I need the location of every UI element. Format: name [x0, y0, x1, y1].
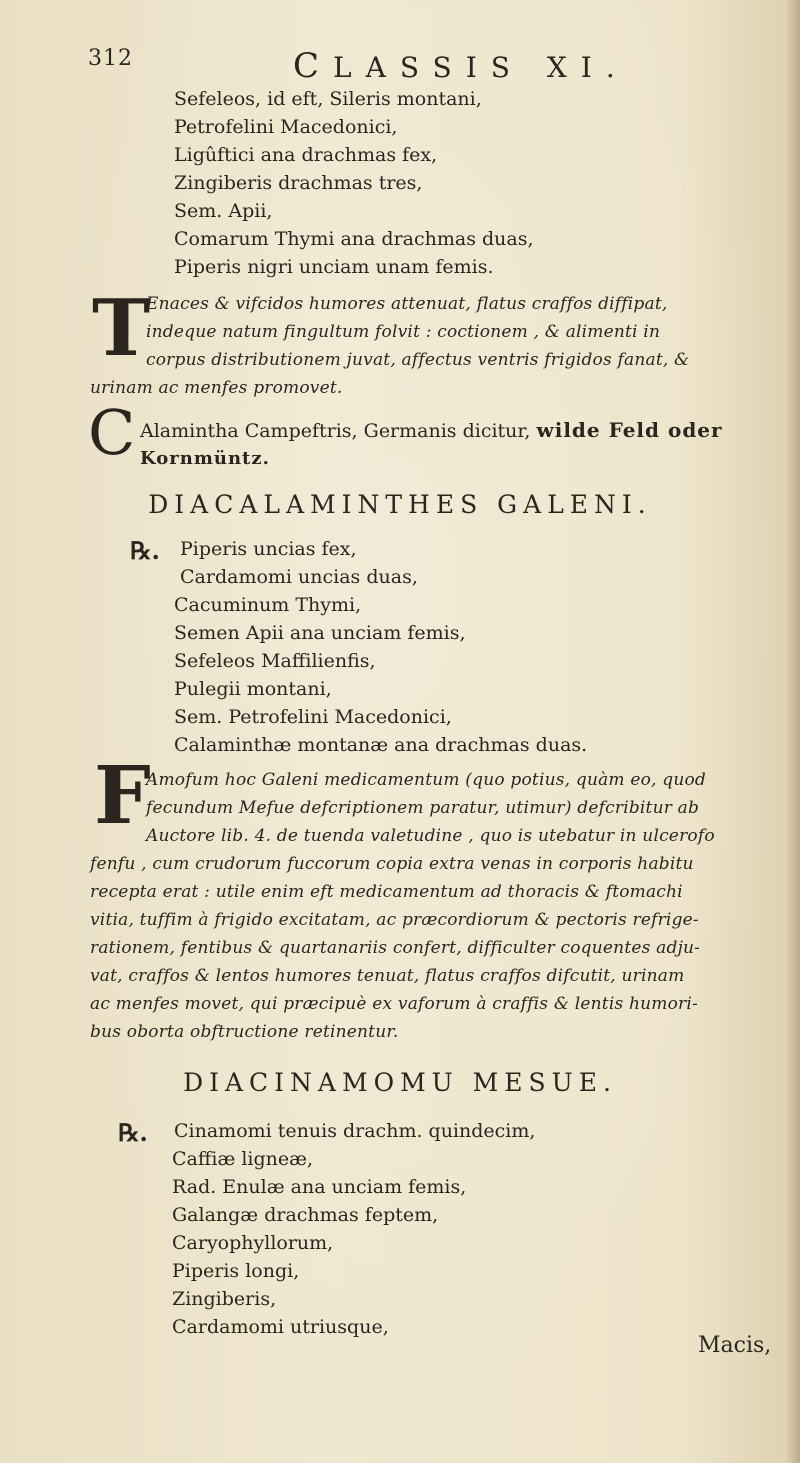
- paragraph-line: indeque natum fingultum folvit : coctionem , & alimenti in: [146, 322, 661, 342]
- paragraph-line: corpus distributionem juvat, affectus ventris frigidos fanat, &: [146, 350, 690, 370]
- list-item: Zingiberis,: [172, 1288, 277, 1310]
- latin-text: Alamintha Campeftris, Germanis dicitur,: [140, 420, 531, 442]
- list-item: Piperis nigri unciam unam femis.: [174, 256, 494, 278]
- paragraph-line: vat, craffos & lentos humores tenuat, flatus craffos difcutit, urinam: [90, 966, 685, 986]
- recipe-symbol: ℞.: [118, 1118, 148, 1147]
- drop-cap-t: T: [92, 283, 151, 374]
- drop-cap-c: C: [88, 396, 136, 469]
- list-item: Cardamomi uncias duas,: [180, 566, 418, 588]
- list-item: Galangæ drachmas feptem,: [172, 1204, 439, 1226]
- list-item: Calaminthæ montanæ ana drachmas duas.: [174, 734, 588, 756]
- list-item: Sefeleos, id eft, Sileris montani,: [174, 88, 482, 110]
- paragraph-line: fenfu , cum crudorum fuccorum copia extra venas in corporis habitu: [90, 854, 694, 874]
- paragraph-line: fecundum Mefue defcriptionem paratur, utimur) defcribitur ab: [146, 798, 700, 818]
- list-item: Sefeleos Maffilienfis,: [174, 650, 376, 672]
- list-item: Rad. Enulæ ana unciam femis,: [172, 1176, 467, 1198]
- page-number: 312: [88, 46, 133, 71]
- drop-cap-f: F: [94, 748, 151, 842]
- list-item: Caffiæ ligneæ,: [172, 1148, 314, 1170]
- running-title: [293, 46, 629, 86]
- paragraph-line: vitia, tuffim à frigido excitatam, ac præcordiorum & pectoris refrige-: [90, 910, 699, 930]
- paragraph-line: bus oborta obftructione retinentur.: [90, 1022, 399, 1042]
- paragraph-line: urinam ac menfes promovet.: [90, 378, 343, 398]
- list-item: Sem. Apii,: [174, 200, 273, 222]
- recipe-symbol: ℞.: [130, 536, 160, 565]
- list-item: Cinamomi tenuis drachm. quindecim,: [174, 1120, 536, 1142]
- running-title-initial: C: [293, 46, 334, 86]
- section-heading: DIACALAMINTHES GALENI.: [148, 490, 652, 519]
- list-item: Cacuminum Thymi,: [174, 594, 362, 616]
- list-item: Zingiberis drachmas tres,: [174, 172, 423, 194]
- list-item: Semen Apii ana unciam femis,: [174, 622, 466, 644]
- page-edge-shadow: [786, 0, 800, 1463]
- list-item: Piperis uncias fex,: [180, 538, 357, 560]
- list-item: Piperis longi,: [172, 1260, 300, 1282]
- paragraph-line: [140, 418, 723, 442]
- paragraph-line: recepta erat : utile enim eft medicamentum ad thoracis & ftomachi: [90, 882, 683, 902]
- paragraph-line: ac menfes movet, qui præcipuè ex vaforum à craffis & lentis humori-: [90, 994, 698, 1014]
- catchword: Macis,: [698, 1333, 772, 1358]
- list-item: Comarum Thymi ana drachmas duas,: [174, 228, 534, 250]
- paragraph-line: Auctore lib. 4. de tuenda valetudine , quo is utebatur in ulcerofo: [146, 826, 715, 846]
- paragraph-line: Amofum hoc Galeni medicamentum (quo potius, quàm eo, quod: [146, 770, 707, 790]
- section-heading: DIACINAMOMU MESUE.: [183, 1068, 617, 1097]
- paragraph-line: rationem, fentibus & quartanariis confert, difficulter coquentes adju-: [90, 938, 701, 958]
- list-item: Sem. Petrofelini Macedonici,: [174, 706, 452, 728]
- list-item: Cardamomi utriusque,: [172, 1316, 389, 1338]
- paragraph-line: Enaces & vifcidos humores attenuat, flatus craffos diffipat,: [146, 294, 668, 314]
- german-text: wilde Feld oder: [536, 418, 723, 442]
- list-item: Pulegii montani,: [174, 678, 332, 700]
- running-title-rest: LASSIS XI.: [333, 51, 629, 84]
- running-header: [88, 46, 768, 86]
- list-item: Petrofelini Macedonici,: [174, 116, 398, 138]
- list-item: Caryophyllorum,: [172, 1232, 334, 1254]
- list-item: Ligûftici ana drachmas fex,: [174, 144, 438, 166]
- german-text: Kornmüntz.: [140, 448, 270, 469]
